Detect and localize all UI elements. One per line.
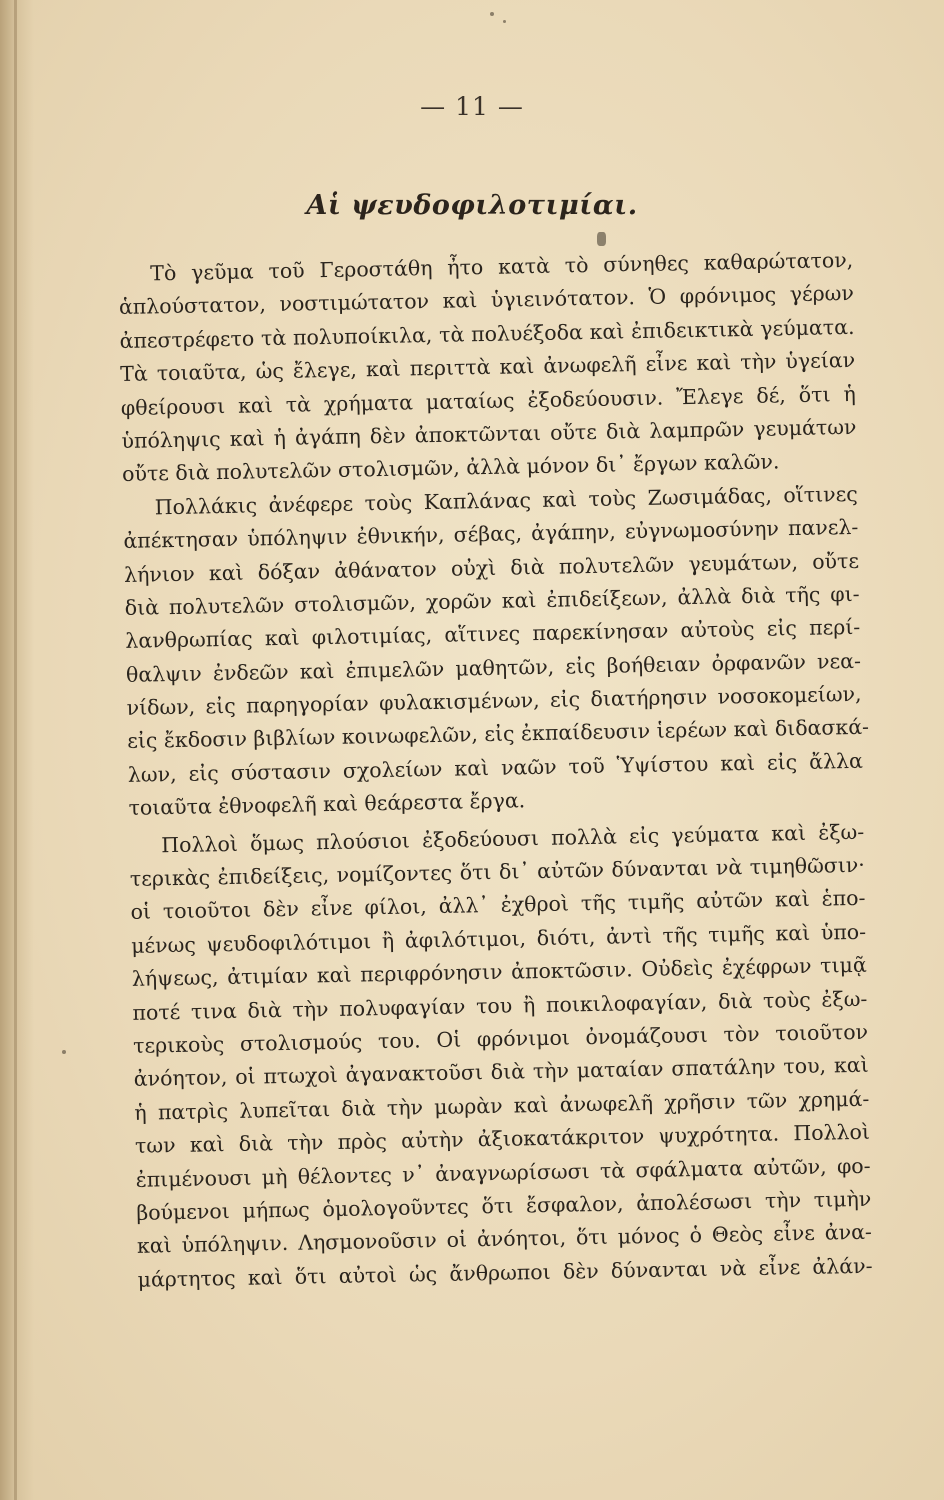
text-line: ἀπέκτησαν ὑπόληψιν ἐθνικήν, σέβας, ἀγάπην, εὐγνωμοσύνην πανελ-: [123, 514, 859, 554]
ink-speck: [490, 12, 494, 16]
text-line: βούμενοι μήπως ὁμολογοῦντες ὅτι ἔσφαλον, ἀπολέσωσι τὴν τιμὴν: [136, 1186, 872, 1225]
text-line: Πολλοὶ ὅμως πλούσιοι ἐξοδεύουσι πολλὰ εἰς γεύματα καὶ ἐξω-: [161, 819, 865, 857]
text-line: φθείρουσι καὶ τὰ χρήματα ματαίως ἐξοδεύουσιν. Ἔλεγε δέ, ὅτι ἡ: [120, 381, 856, 420]
text-line: λανθρωπίας καὶ φιλοτιμίας, αἵτινες παρεκίνησαν αὐτοὺς εἰς περί-: [125, 615, 861, 654]
text-line: καὶ ὑπόληψιν. Λησμονοῦσιν οἱ ἀνόητοι, ὅτι μόνος ὁ Θεὸς εἶνε ἀνα-: [136, 1220, 873, 1259]
text-line: εἰς ἔκδοσιν βιβλίων κοινωφελῶν, εἰς ἐκπαίδευσιν ἱερέων καὶ διδασκά-: [127, 715, 870, 754]
text-line: οἱ τοιοῦτοι δὲν εἶνε φίλοι, ἀλλ᾽ ἐχθροὶ τῆς τιμῆς αὐτῶν καὶ ἑπο-: [130, 886, 866, 925]
ink-speck: [503, 20, 506, 23]
text-line: ἐπιμένουσι μὴ θέλοντες ν᾽ ἀναγνωρίσωσι τὰ σφάλματα αὐτῶν, φο-: [135, 1153, 871, 1192]
text-line: νίδων, εἰς παρηγορίαν φυλακισμένων, εἰς διατήρησιν νοσοκομείων,: [126, 681, 862, 720]
ink-speck: [62, 1050, 66, 1054]
text-line: Τὸ γεῦμα τοῦ Γεροστάθη ἦτο κατὰ τὸ σύνηθες καθαρώτατον,: [150, 247, 854, 286]
text-line: μάρτητος καὶ ὅτι αὐτοὶ ὡς ἄνθρωποι δὲν δύνανται νὰ εἶνε ἀλάν-: [137, 1253, 873, 1292]
binding-fold-line: [14, 0, 17, 1500]
text-line: οὔτε διὰ πολυτελῶν στολισμῶν, ἀλλὰ μόνον δι᾽ ἔργων καλῶν.: [121, 449, 780, 487]
binding-gutter-shadow: [0, 0, 34, 1500]
text-line: τερικὰς ἐπιδείξεις, νομίζοντες ὅτι δι᾽ αὐτῶν δύνανται νὰ τιμηθῶσιν·: [129, 852, 866, 891]
text-line: διὰ πολυτελῶν στολισμῶν, χορῶν καὶ ἐπιδείξεων, ἀλλὰ διὰ τῆς φι-: [124, 581, 860, 620]
chapter-title: Αἱ ψευδοφιλοτιμίαι.: [306, 190, 638, 221]
text-line: τοιαῦτα ἐθνοφελῆ καὶ θεάρεστα ἔργα.: [128, 788, 526, 821]
text-line: λήψεως, ἀτιμίαν καὶ περιφρόνησιν ἀποκτῶσιν. Οὐδεὶς ἐχέφρων τιμᾷ: [131, 952, 867, 992]
text-line: Πολλάκις ἀνέφερε τοὺς Καπλάνας καὶ τοὺς Ζωσιμάδας, οἵτινες: [154, 481, 858, 520]
text-line: ποτέ τινα διὰ τὴν πολυφαγίαν του ἢ ποικιλοφαγίαν, διὰ τοὺς ἐξω-: [132, 986, 868, 1025]
text-line: μένως ψευδοφιλότιμοι ἢ ἀφιλότιμοι, διότι, ἀντὶ τῆς τιμῆς καὶ ὑπο-: [130, 919, 867, 958]
text-line: των καὶ διὰ τὴν πρὸς αὐτὴν ἀξιοκατάκριτον ψυχρότητα. Πολλοὶ: [134, 1119, 871, 1158]
text-line: λήνιον καὶ δόξαν ἀθάνατον οὐχὶ διὰ πολυτελῶν γευμάτων, οὔτε: [123, 548, 860, 587]
text-line: ὑπόληψις καὶ ἡ ἀγάπη δὲν ἀποκτῶνται οὔτε διὰ λαμπρῶν γευμάτων: [121, 414, 857, 453]
text-line: θαλψιν ἐνδεῶν καὶ ἐπιμελῶν μαθητῶν, εἰς βοήθειαν ὀρφανῶν νεα-: [125, 648, 862, 687]
ink-speck: [597, 232, 606, 246]
text-line: λων, εἰς σύστασιν σχολείων καὶ ναῶν τοῦ Ὑψίστου καὶ εἰς ἄλλα: [127, 748, 864, 787]
text-line: ἀνόητον, οἱ πτωχοὶ ἀγανακτοῦσι διὰ τὴν ματαίαν σπατάλην του, καὶ: [133, 1053, 869, 1092]
text-line: ἡ πατρὶς λυπεῖται διὰ τὴν μωρὰν καὶ ἀνωφελῆ χρῆσιν τῶν χρημά-: [134, 1086, 870, 1125]
text-line: Τὰ τοιαῦτα, ὡς ἔλεγε, καὶ περιττὰ καὶ ἀνωφελῆ εἶνε καὶ τὴν ὑγείαν: [119, 348, 856, 387]
text-line: ἀπεστρέφετο τὰ πολυποίκιλα, τὰ πολυέξοδα καὶ ἐπιδεικτικὰ γεύματα.: [119, 314, 855, 353]
page-number: — 11 —: [420, 92, 524, 121]
text-line: τερικοὺς στολισμούς του. Οἱ φρόνιμοι ὀνομάζουσι τὸν τοιοῦτον: [132, 1019, 869, 1058]
article-body: [118, 244, 873, 1297]
text-line: ἁπλούστατον, νοστιμώτατον καὶ ὑγιεινότατον. Ὁ φρόνιμος γέρων: [118, 281, 855, 320]
